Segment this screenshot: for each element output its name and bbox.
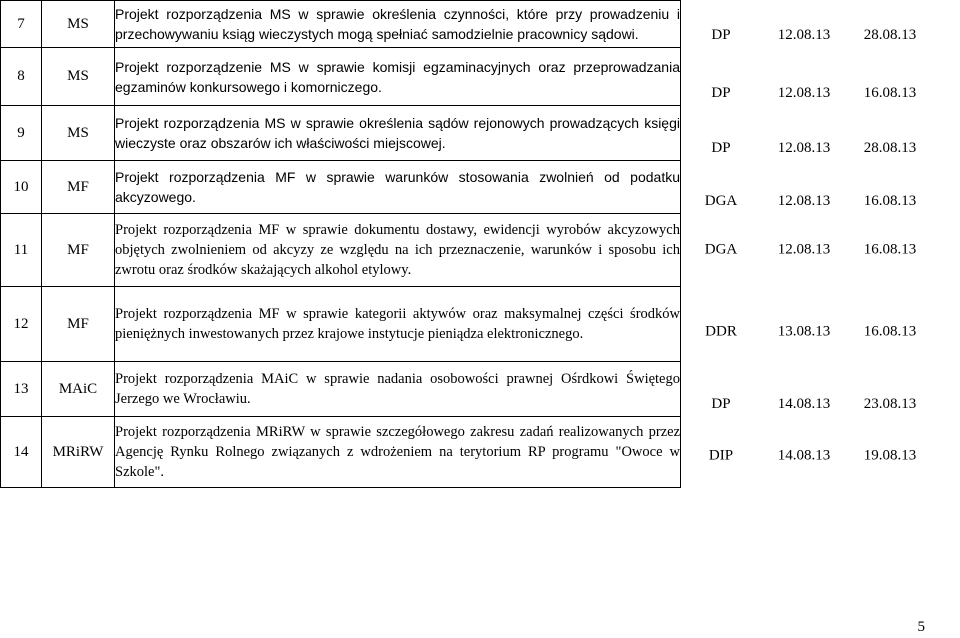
- date-deadline: 23.08.13: [863, 395, 917, 412]
- ministry: MS: [42, 106, 115, 161]
- date-received: 14.08.13: [777, 447, 831, 464]
- date-deadline: 16.08.13: [863, 192, 917, 209]
- table-row: [1, 161, 960, 214]
- project-title: Projekt rozporządzenia MS w sprawie określenia sądów rejonowych prowadzących księgi wieczyste oraz obszarów ich właściwości miejscowej.: [115, 115, 680, 151]
- row-number: 7: [1, 1, 42, 48]
- title-cell: [115, 1, 681, 48]
- date-deadline: 28.08.13: [863, 26, 917, 43]
- meta-cell: [681, 287, 960, 362]
- project-title: Projekt rozporządzenia MRiRW w sprawie szczegółowego zakresu zadań realizowanych przez Agencję Rynku Rolnego związanych z wdrożeniem na terytorium RP programu "Owoce w Szkole".: [115, 424, 680, 480]
- row-number: 10: [1, 161, 42, 214]
- date-received: 12.08.13: [777, 139, 831, 156]
- ministry: MS: [42, 1, 115, 48]
- table-row: [1, 48, 960, 106]
- meta-cell: [681, 48, 960, 106]
- table-row: [1, 362, 960, 417]
- project-title: Projekt rozporządzenia MF w sprawie warunków stosowania zwolnień od podatku akcyzowego.: [115, 169, 680, 205]
- date-received: 12.08.13: [777, 241, 831, 258]
- title-cell: [115, 362, 681, 417]
- project-title: Projekt rozporządzenia MS w sprawie określenia czynności, które przy prowadzeniu i przechowywaniu ksiąg wieczystych mogą spełniać samodzielnie pracownicy sądowi.: [115, 6, 680, 42]
- meta-cell: [681, 362, 960, 417]
- row-number: 11: [1, 214, 42, 287]
- table-row: [1, 1, 960, 48]
- title-cell: [115, 48, 681, 106]
- unit: DIP: [708, 447, 734, 464]
- row-meta: [681, 323, 959, 340]
- date-deadline: 16.08.13: [863, 323, 917, 339]
- date-deadline: 16.08.13: [863, 84, 917, 101]
- title-cell: [115, 287, 681, 362]
- unit: DP: [711, 26, 731, 43]
- ministry: MF: [42, 214, 115, 287]
- row-number: 12: [1, 287, 42, 362]
- project-title: Projekt rozporządzenie MS w sprawie komisji egzaminacyjnych oraz przeprowadzania egzaminów konkursowego i komorniczego.: [115, 58, 680, 95]
- date-deadline: 28.08.13: [863, 139, 917, 156]
- table-row: [1, 214, 960, 287]
- row-meta: [681, 396, 959, 413]
- project-title: Projekt rozporządzenia MAiC w sprawie nadania osobowości prawnej Ośrdkowi Świętego Jerzego we Wrocławiu.: [115, 371, 680, 407]
- row-number: 14: [1, 417, 42, 488]
- unit: DGA: [704, 192, 738, 209]
- row-meta: [681, 27, 959, 44]
- unit: DDR: [705, 323, 737, 339]
- table-row: [1, 106, 960, 161]
- meta-cell: [681, 214, 960, 287]
- title-cell: [115, 161, 681, 214]
- table-row: [1, 417, 960, 488]
- row-number: 8: [1, 48, 42, 106]
- title-cell: [115, 214, 681, 287]
- row-meta: [681, 140, 959, 157]
- project-title: Projekt rozporządzenia MF w sprawie kategorii aktywów oraz maksymalnej części środków pieniężnych inwestowanych przez krajowe instytucje pieniądza elektronicznego.: [115, 306, 680, 342]
- unit: DP: [711, 395, 731, 412]
- row-meta: [681, 193, 959, 210]
- title-cell: [115, 106, 681, 161]
- ministry: MF: [42, 161, 115, 214]
- meta-cell: [681, 161, 960, 214]
- date-received: 14.08.13: [777, 395, 831, 412]
- table-row: [1, 287, 960, 362]
- title-cell: [115, 417, 681, 488]
- unit: DP: [711, 84, 731, 101]
- date-received: 13.08.13: [777, 323, 831, 339]
- ministry: MF: [42, 287, 115, 362]
- meta-cell: [681, 1, 960, 48]
- unit: DGA: [704, 241, 738, 258]
- row-meta: [681, 447, 960, 464]
- unit: DP: [711, 139, 731, 156]
- meta-cell: [681, 106, 960, 161]
- row-meta: [681, 85, 959, 102]
- ministry: MS: [42, 48, 115, 106]
- row-number: 9: [1, 106, 42, 161]
- date-deadline: 19.08.13: [863, 447, 917, 464]
- page-number: 5: [917, 619, 925, 635]
- row-number: 13: [1, 362, 42, 417]
- date-received: 12.08.13: [777, 26, 831, 43]
- row-meta: [681, 242, 959, 259]
- project-title: Projekt rozporządzenia MF w sprawie dokumentu dostawy, ewidencji wyrobów akcyzowych objętych zwolnieniem od akcyzy ze względu na ich przeznaczenie, warunków i sposobu ich zwrotu oraz środków skażających alkohol etylowy.: [115, 222, 680, 278]
- date-deadline: 16.08.13: [863, 241, 917, 258]
- meta-cell: [681, 417, 960, 488]
- date-received: 12.08.13: [777, 84, 831, 101]
- ministry: MRiRW: [42, 417, 115, 488]
- date-received: 12.08.13: [777, 192, 831, 209]
- ministry: MAiC: [42, 362, 115, 417]
